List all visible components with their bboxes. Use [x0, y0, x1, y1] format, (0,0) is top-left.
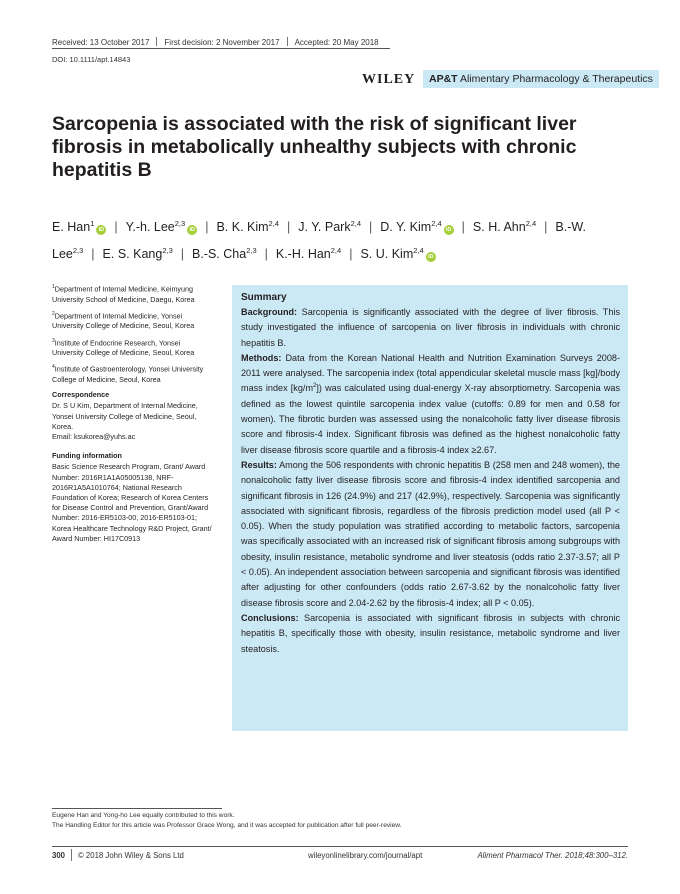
author-separator: | — [461, 220, 465, 235]
affiliation — [52, 336, 212, 359]
methods-superscript: 2 — [313, 383, 317, 390]
author-affiliation-sup: 1 — [90, 219, 95, 228]
footnote-handling-editor: The Handling Editor for this article was Professor Grace Wong, and it was accepted for publication after full peer-review. — [52, 821, 402, 829]
author[interactable] — [216, 220, 279, 234]
author-name: E. Han — [52, 220, 91, 235]
author-affiliation-sup: 2,4 — [525, 219, 537, 228]
affiliation-number: 3 — [52, 337, 55, 344]
author[interactable] — [380, 220, 453, 234]
author-name: B.-S. Cha — [192, 247, 247, 262]
footnote-equal-contribution: Eugene Han and Yong-ho Lee equally contributed to this work. — [52, 812, 235, 819]
author-affiliation-sup: 2,3 — [246, 246, 257, 256]
orcid-icon[interactable]: iD — [426, 252, 436, 262]
author-name: E. S. Kang — [102, 247, 163, 262]
funding-heading: Funding information — [52, 451, 122, 461]
correspondence-text: Dr. S U Kim, Department of Internal Medicine, Yonsei University College of Medicine, Seoul, Korea. — [52, 401, 198, 431]
affiliation-number: 1 — [52, 284, 55, 290]
author-separator: | — [544, 220, 548, 235]
author-separator: | — [114, 220, 118, 235]
header-rule — [52, 48, 390, 49]
author-name: K.-H. Han — [275, 247, 331, 262]
abstract-results — [241, 458, 620, 611]
author-separator: | — [91, 247, 95, 262]
orcid-icon[interactable]: iD — [187, 225, 197, 235]
author-name: B. K. Kim — [216, 220, 269, 235]
author-separator: | — [349, 247, 353, 262]
methods-text-a: Data from the Korean National Health and Nutrition Examination Surveys 2008-2011 were analysed. The sarcopenia index (total appendicular skeletal muscle mass [kg]/body mass index [kg/m — [241, 352, 621, 394]
accepted-date: Accepted: 20 May 2018 — [294, 38, 379, 47]
author-separator: | — [264, 247, 268, 262]
correspondence-email[interactable]: Email: ksukorea@yuhs.ac — [52, 432, 136, 441]
results-label: Results: — [241, 459, 277, 470]
conclusions-label: Conclusions: — [241, 612, 299, 623]
publisher-logo: WILEY — [362, 72, 416, 87]
affiliation-text: Institute of Gastroenterology, Yonsei University College of Medicine, Seoul, Korea — [52, 364, 204, 384]
article-history — [52, 37, 379, 47]
methods-text-b: ]) was calculated using dual-energy X-ray absorptiometry. Sarcopenia was defined as the lowest quintile sarcopenia index value (cutoffs: 0.89 for men and 0.58 for women). The fibrotic burden was assessed using the nonalcoholic fatty liver disease fibrosis score and fibrosis-4 index. Significant fibrosis was defined as the highest nonalcoholic fatty liver disease fibrosis score quartile and a fibrosis-4 index ≥2.67. — [241, 383, 620, 455]
author[interactable] — [360, 247, 435, 261]
footer-separator — [71, 849, 72, 861]
journal-name: Alimentary Pharmacology & Therapeutics — [459, 73, 653, 85]
conclusions-text: Sarcopenia is associated with significant fibrosis in subjects with chronic hepatitis B, specifically those with obesity, insulin resistance, metabolic syndrome and liver steatosis. — [241, 612, 620, 654]
affiliation — [52, 362, 212, 385]
author-separator: | — [369, 220, 373, 235]
author[interactable] — [52, 220, 106, 234]
results-text: Among the 506 respondents with chronic hepatitis B (258 men and 248 women), the nonalcoholic fatty liver disease fibrosis score and fibrosis-4 index identified sarcopenia and significant fibrosis in 126 (24.9%) and 217 (42.9%), respectively. Sarcopenia was significantly associated with significant fibrosis, regardless of the fibrosis prediction model used (all P < 0.05). When the study population was stratified according to metabolic factors, sarcopenia was specifically associated with an increased risk of significant fibrosis among subgroups with obesity, insulin resistance, metabolic syndrome and liver steatosis (odds ratio 2.37-3.57; all P < 0.05). An independent association between sarcopenia and significant fibrosis was identified after adjusting for other confounders (odds ratio 2.67-3.62 by the nonalcoholic fatty liver disease fibrosis score and 2.04-2.62 by the fibrosis-4 index; all P < 0.05). — [241, 459, 620, 608]
affiliation-number: 4 — [52, 364, 55, 371]
orcid-icon[interactable]: iD — [96, 225, 106, 235]
citation: Aliment Pharmacol Ther. 2018;48:300–312. — [477, 851, 628, 860]
methods-label: Methods: — [241, 352, 282, 363]
author-affiliation-sup: 2,4 — [268, 219, 279, 228]
affiliation-text: Department of Internal Medicine, Keimyung University School of Medicine, Daegu, Korea — [52, 284, 195, 304]
first-decision-date: First decision: 2 November 2017 — [164, 38, 280, 47]
author-name: J. Y. Park — [298, 220, 351, 235]
copyright: © 2018 John Wiley & Sons Ltd — [78, 851, 184, 860]
background-text: Sarcopenia is significantly associated with the degree of liver fibrosis. This study investigated the influence of sarcopenia on liver fibrosis in individuals with chronic hepatitis B. — [241, 307, 620, 348]
author-affiliation-sup: 2,4 — [413, 246, 424, 256]
author[interactable] — [192, 247, 257, 261]
orcid-icon[interactable]: iD — [444, 225, 454, 235]
summary-heading: Summary — [241, 292, 287, 303]
footnotes — [52, 811, 412, 831]
affiliation — [52, 282, 212, 305]
received-date: Received: 13 October 2017 — [52, 38, 150, 47]
journal-url[interactable]: wileyonlinelibrary.com/journal/apt — [308, 851, 423, 860]
correspondence-heading: Correspondence — [52, 390, 110, 400]
abstract-methods — [241, 351, 620, 458]
journal-abbrev: AP&T — [429, 73, 458, 85]
footnote-rule — [52, 808, 222, 809]
affiliation-text: Department of Internal Medicine, Yonsei University College of Medicine, Seoul, Korea — [52, 311, 195, 331]
author-name: S. H. Ahn — [472, 220, 526, 235]
background-label: Background: — [241, 307, 298, 317]
author-separator: | — [180, 247, 184, 262]
author-affiliation-sup: 2,3 — [162, 246, 173, 256]
author[interactable] — [126, 220, 198, 234]
author-affiliation-sup: 2,4 — [431, 219, 442, 228]
doi[interactable]: DOI: 10.1111/apt.14843 — [52, 55, 131, 64]
abstract-conclusions — [241, 611, 620, 657]
author[interactable] — [276, 247, 341, 261]
affiliations — [52, 282, 212, 385]
author-affiliation-sup: 2,3 — [72, 246, 84, 256]
author[interactable] — [298, 220, 361, 234]
journal-banner — [423, 70, 659, 88]
affiliation-number: 2 — [52, 310, 55, 317]
author-separator: | — [205, 220, 209, 235]
author[interactable] — [103, 247, 173, 261]
author-affiliation-sup: 2,4 — [350, 219, 362, 228]
author-name: S. U. Kim — [360, 247, 414, 262]
footer-rule — [52, 846, 628, 847]
author-name: B.-W. Lee — [52, 220, 586, 262]
left-column — [52, 282, 212, 548]
funding-text: Basic Science Research Program, Grant/ Award Number: 2016R1A1A05005138, NRF-2016R1A5A1010764; National Research Foundation of Korea; Research of Korea Centers for Disease Control and Prevention, Grant/Award Number: 2016-ER5103-00, 2016-ER5103-01; Korea Healthcare Technology R&D Project, Grant/ Award Number: HI17C0913 — [52, 462, 212, 543]
page-number: 300 — [52, 851, 66, 860]
affiliation-text: Institute of Endocrine Research, Yonsei University College of Medicine, Seoul, Korea — [52, 337, 195, 358]
author-name: D. Y. Kim — [380, 220, 432, 235]
author-list — [52, 212, 642, 266]
article-title: Sarcopenia is associated with the risk of significant liver fibrosis in metabolically unhealthy subjects with chronic hepatitis B — [52, 113, 577, 181]
abstract-box — [232, 285, 628, 731]
abstract-background — [241, 305, 620, 351]
author-affiliation-sup: 2,3 — [174, 219, 186, 228]
author-name: Y.-h. Lee — [125, 220, 175, 235]
affiliation — [52, 309, 212, 332]
author-separator: | — [286, 220, 291, 235]
author[interactable] — [473, 220, 536, 234]
author-affiliation-sup: 2,4 — [330, 246, 342, 256]
